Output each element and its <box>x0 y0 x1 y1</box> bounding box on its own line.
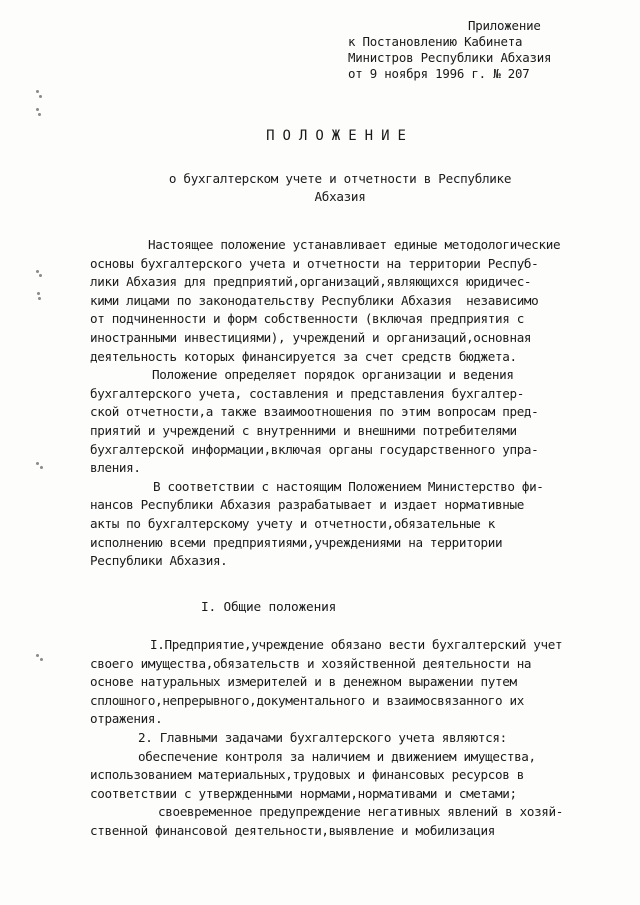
punch-hole-mark <box>34 108 44 118</box>
text-line: ской отчетности,а также взаимоотношения по этим вопросам пред- <box>90 404 539 420</box>
punch-hole-mark <box>34 292 44 302</box>
text-line: отражения. <box>90 711 163 727</box>
annex-line: Министров Республики Абхазия <box>348 50 552 65</box>
text-line: бухгалтерского учета, составления и представления бухгалтер- <box>90 385 524 401</box>
text-line: обеспечение контроля за наличием и движением имущества, <box>138 748 536 764</box>
punch-hole-mark <box>34 270 44 280</box>
text-line: Настоящее положение устанавливает единые методологические <box>148 237 561 252</box>
text-line: сплошного,непрерывного,документального и взаимосвязанного их <box>90 692 524 708</box>
subtitle-line: о бухгалтерском учете и отчетности в Республике <box>168 171 512 186</box>
document-title: ПОЛОЖЕНИЕ <box>266 128 414 144</box>
text-line: исполнению всеми предприятиями,учреждениями на территории <box>90 534 503 550</box>
section-text <box>90 636 598 841</box>
annex-line: от 9 ноября 1996 г. № 207 <box>348 66 530 81</box>
text-line: своевременное предупреждение негативных явлений в хозяй- <box>158 804 563 820</box>
text-line: своего имущества,обязательств и хозяйственной деятельности на <box>90 655 532 671</box>
subtitle-line: Абхазия <box>314 189 366 204</box>
text-line: соответствии с утвержденными нормами,нормативами и сметами; <box>90 785 517 801</box>
text-line: нансов Республики Абхазия разрабатывает и издает нормативные <box>90 497 524 513</box>
annex-header <box>340 18 630 82</box>
text-line: ственной финансовой деятельности,выявление и мобилизация <box>90 822 495 838</box>
text-line: акты по бухгалтерскому учету и отчетности,обязательные к <box>90 515 495 531</box>
text-line: В соответствии с настоящим Положением Министерство фи- <box>153 478 544 494</box>
annex-line: к Постановлению Кабинета <box>348 34 523 49</box>
punch-hole-mark <box>34 90 44 100</box>
text-line: бухгалтерской информации,включая органы государственного упра- <box>90 441 539 457</box>
text-line: 2. Главными задачами бухгалтерского учета являются: <box>138 729 507 745</box>
text-line: приятий и учреждений с внутренними и внешними потребителями <box>90 422 517 438</box>
document-subtitle <box>0 170 640 206</box>
text-line: использованием материальных,трудовых и финансовых ресурсов в <box>90 767 524 783</box>
text-line: I.Предприятие,учреждение обязано вести бухгалтерский учет <box>150 637 563 652</box>
punch-hole-mark <box>34 654 44 664</box>
text-line: деятельность которых финансируется за счет средств бюджета. <box>90 348 517 364</box>
section-heading: I. Общие положения <box>201 600 337 615</box>
text-line: вления. <box>90 460 141 476</box>
intro-text <box>90 236 598 571</box>
text-line: от подчиненности и форм собственности (включая предприятия с <box>90 311 524 327</box>
text-line: Положение определяет порядок организации и ведения <box>152 367 514 383</box>
text-line: основы бухгалтерского учета и отчетности на территории Респуб- <box>90 255 539 271</box>
punch-hole-mark <box>34 462 44 472</box>
text-line: иностранными инвестициями), учреждений и организаций,основная <box>90 329 532 345</box>
annex-line: Приложение <box>468 18 541 33</box>
text-line: кими лицами по законодательству Республики Абхазия независимо <box>90 292 539 308</box>
text-line: Республики Абхазия. <box>90 553 228 569</box>
text-line: лики Абхазия для предприятий,организаций,являющихся юридичес- <box>90 274 532 290</box>
text-line: основе натуральных измерителей и в денежном выражении путем <box>90 674 517 690</box>
